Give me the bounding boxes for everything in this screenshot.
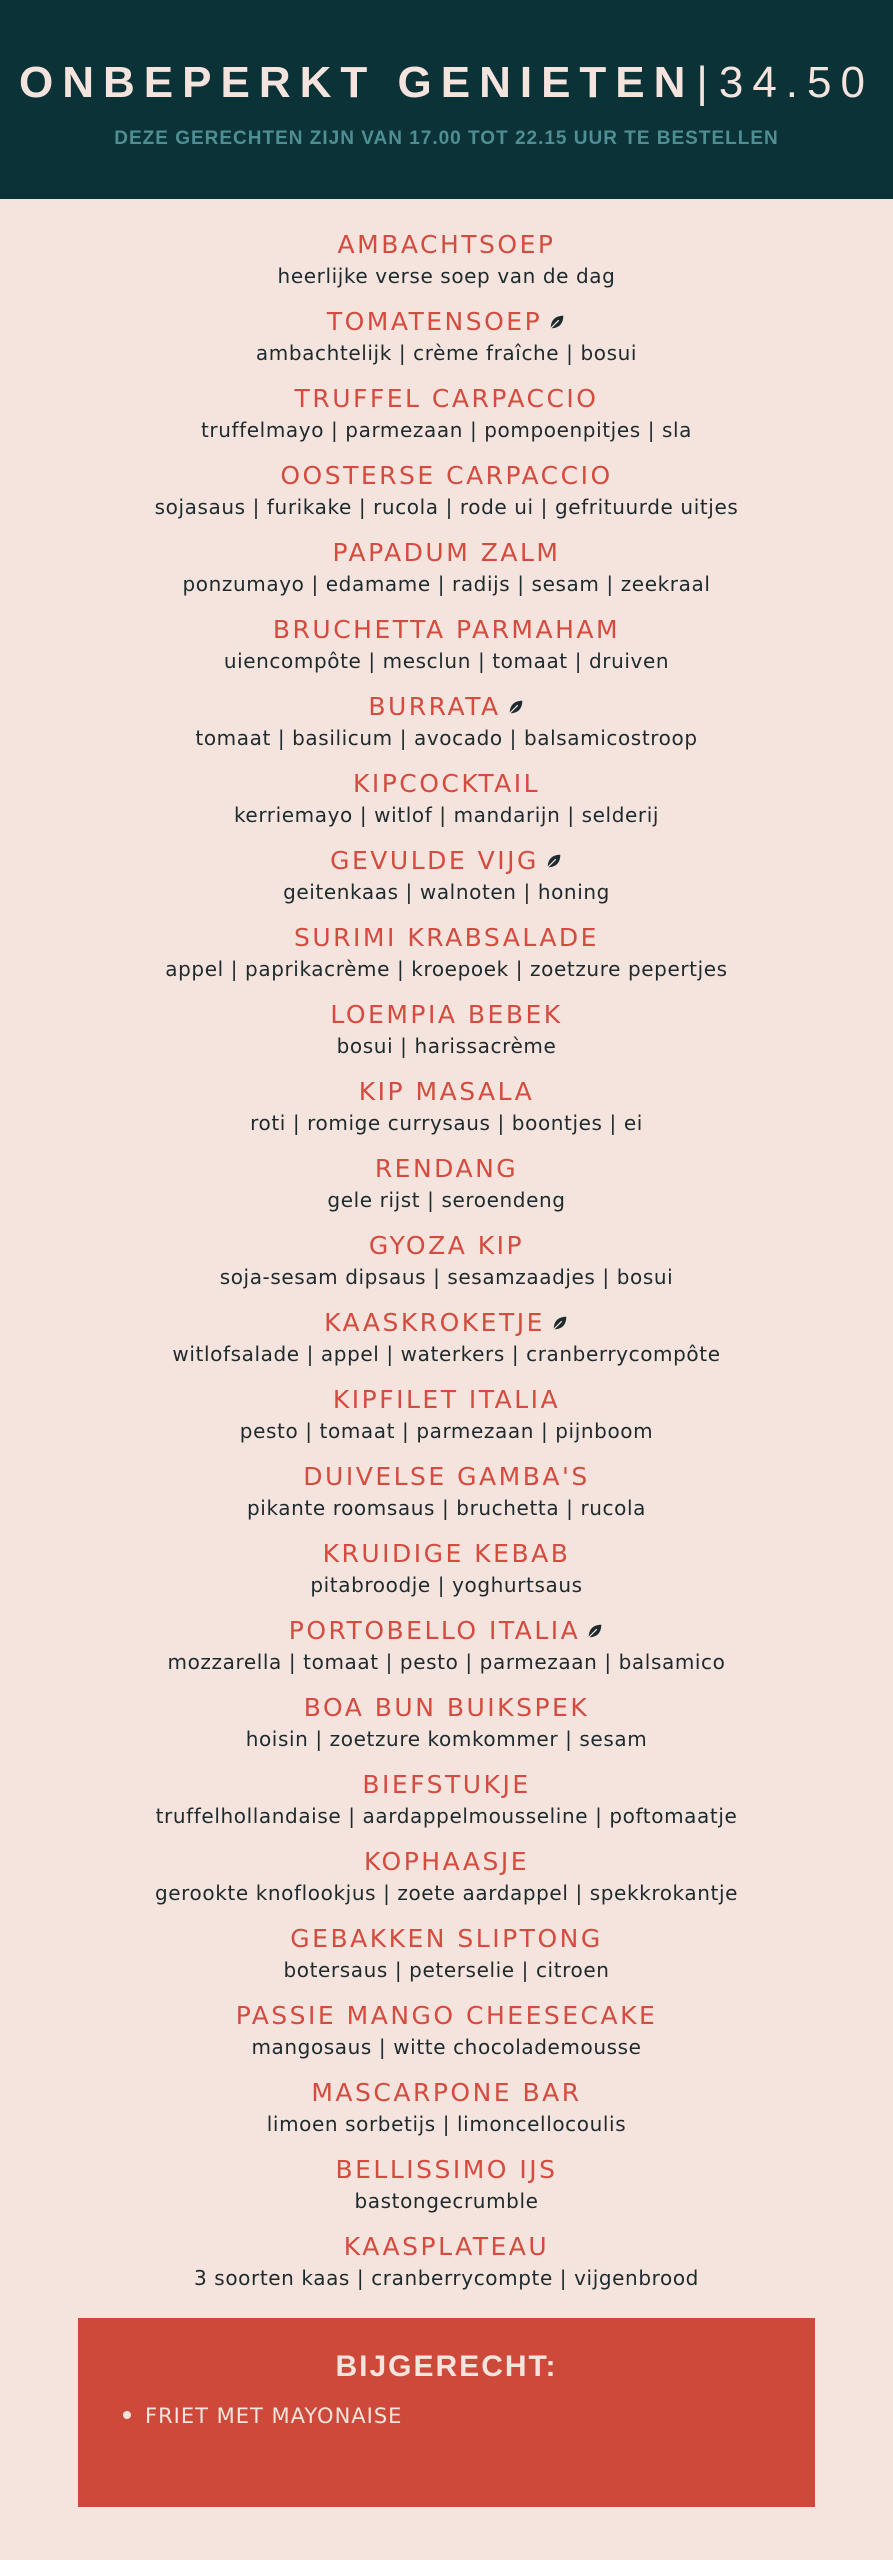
dish-name-text: KAASKROKETJE	[324, 1308, 545, 1337]
dish-name	[0, 305, 893, 339]
side-dish-item	[123, 2404, 402, 2428]
dish-name	[0, 613, 893, 647]
list-item	[0, 1691, 893, 1768]
dish-description: 3 soorten kaas | cranberrycompte | vijgenbrood	[194, 2266, 699, 2290]
dish-name-text: KIPCOCKTAIL	[352, 769, 541, 798]
side-dish-item-text: FRIET MET MAYONAISE	[145, 2404, 403, 2428]
list-item	[0, 1537, 893, 1614]
dish-name	[0, 2230, 893, 2264]
title-separator: |	[696, 58, 717, 107]
dish-description: heerlijke verse soep van de dag	[277, 264, 616, 288]
list-item	[0, 382, 893, 459]
list-item	[0, 767, 893, 844]
list-item	[0, 921, 893, 998]
dish-description: witlofsalade | appel | waterkers | cranberrycompôte	[172, 1342, 721, 1366]
dish-description: uiencompôte | mesclun | tomaat | druiven	[223, 649, 670, 673]
dish-name-text: KIP MASALA	[358, 1077, 535, 1106]
dish-name	[0, 382, 893, 416]
dish-name-text: BRUCHETTA PARMAHAM	[272, 615, 621, 644]
dish-name	[0, 1537, 893, 1571]
dish-name-text: OOSTERSE CARPACCIO	[280, 461, 613, 490]
dish-name-text: TRUFFEL CARPACCIO	[294, 384, 599, 413]
dish-name-text: GYOZA KIP	[368, 1231, 525, 1260]
dish-description: botersaus | peterselie | citroen	[283, 1958, 610, 1982]
dish-description: mozzarella | tomaat | pesto | parmezaan | balsamico	[167, 1650, 726, 1674]
dish-name	[0, 998, 893, 1032]
dish-name	[0, 536, 893, 570]
dish-description: truffelmayo | parmezaan | pompoenpitjes | sla	[200, 418, 693, 442]
dish-name-text: KRUIDIGE KEBAB	[322, 1539, 571, 1568]
list-item	[0, 844, 893, 921]
dish-name	[0, 2076, 893, 2110]
list-item	[0, 228, 893, 305]
dish-name	[0, 1152, 893, 1186]
bullet-icon	[123, 2411, 131, 2419]
header-banner	[0, 0, 893, 199]
dish-name	[0, 1922, 893, 1956]
list-item	[0, 1152, 893, 1229]
title-text: ONBEPERKT GENIETEN	[19, 58, 695, 107]
dish-name	[0, 1460, 893, 1494]
dish-description: soja-sesam dipsaus | sesamzaadjes | bosui	[219, 1265, 674, 1289]
list-item	[0, 1768, 893, 1845]
dish-name-text: KAASPLATEAU	[343, 2232, 550, 2261]
leaf-icon	[507, 691, 525, 709]
dish-description: gele rijst | seroendeng	[327, 1188, 566, 1212]
dish-name	[0, 228, 893, 262]
dish-name-text: PAPADUM ZALM	[332, 538, 561, 567]
list-item	[0, 1922, 893, 1999]
list-item	[0, 1614, 893, 1691]
dish-list	[0, 228, 893, 2307]
dish-name	[0, 459, 893, 493]
dish-description: ambachtelijk | crème fraîche | bosui	[255, 341, 638, 365]
list-item	[0, 690, 893, 767]
dish-name	[0, 690, 893, 724]
leaf-icon	[545, 845, 563, 863]
page-title	[0, 58, 893, 108]
dish-description: limoen sorbetijs | limoncellocoulis	[266, 2112, 627, 2136]
list-item	[0, 1306, 893, 1383]
dish-name	[0, 1075, 893, 1109]
leaf-icon	[586, 1615, 604, 1633]
dish-description: pesto | tomaat | parmezaan | pijnboom	[239, 1419, 654, 1443]
dish-name	[0, 1999, 893, 2033]
dish-name-text: BELLISSIMO IJS	[335, 2155, 558, 2184]
leaf-icon	[551, 1307, 569, 1325]
dish-name-text: GEBAKKEN SLIPTONG	[290, 1924, 603, 1953]
dish-name-text: MASCARPONE BAR	[311, 2078, 582, 2107]
dish-name	[0, 921, 893, 955]
dish-description: kerriemayo | witlof | mandarijn | selderij	[233, 803, 660, 827]
dish-name-text: PORTOBELLO ITALIA	[288, 1616, 581, 1645]
dish-name-text: KIPFILET ITALIA	[332, 1385, 561, 1414]
dish-description: pitabroodje | yoghurtsaus	[310, 1573, 583, 1597]
dish-name-text: BOA BUN BUIKSPEK	[303, 1693, 590, 1722]
dish-name-text: BIEFSTUKJE	[362, 1770, 531, 1799]
dish-description: roti | romige currysaus | boontjes | ei	[250, 1111, 643, 1135]
dish-name-text: TOMATENSOEP	[326, 307, 543, 336]
list-item	[0, 1999, 893, 2076]
dish-description: pikante roomsaus | bruchetta | rucola	[247, 1496, 646, 1520]
dish-name-text: KOPHAASJE	[363, 1847, 530, 1876]
price: 34.50	[718, 58, 874, 107]
dish-description: hoisin | zoetzure komkommer | sesam	[245, 1727, 648, 1751]
side-dish-list	[123, 2404, 402, 2428]
dish-name	[0, 2153, 893, 2187]
list-item	[0, 1845, 893, 1922]
dish-name-text: DUIVELSE GAMBA'S	[303, 1462, 590, 1491]
dish-name	[0, 767, 893, 801]
dish-description: gerookte knoflookjus | zoete aardappel | spekkrokantje	[154, 1881, 739, 1905]
dish-description: sojasaus | furikake | rucola | rode ui | gefrituurde uitjes	[154, 495, 739, 519]
dish-name	[0, 1306, 893, 1340]
list-item	[0, 2076, 893, 2153]
side-dish-box	[78, 2318, 815, 2507]
list-item	[0, 1460, 893, 1537]
list-item	[0, 1229, 893, 1306]
list-item	[0, 998, 893, 1075]
leaf-icon	[548, 306, 566, 324]
dish-name-text: SURIMI KRABSALADE	[294, 923, 599, 952]
side-dish-title: BIJGERECHT:	[335, 2350, 558, 2383]
dish-name	[0, 1768, 893, 1802]
dish-description: bosui | harissacrème	[336, 1034, 557, 1058]
dish-name	[0, 1691, 893, 1725]
dish-name	[0, 1383, 893, 1417]
dish-description: tomaat | basilicum | avocado | balsamicostroop	[195, 726, 698, 750]
dish-description: geitenkaas | walnoten | honing	[283, 880, 610, 904]
list-item	[0, 305, 893, 382]
dish-name-text: GEVULDE VIJG	[330, 846, 539, 875]
dish-name-text: PASSIE MANGO CHEESECAKE	[235, 2001, 658, 2030]
dish-description: mangosaus | witte chocolademousse	[251, 2035, 642, 2059]
list-item	[0, 2230, 893, 2307]
dish-name-text: BURRATA	[368, 692, 501, 721]
order-hours-subtitle: DEZE GERECHTEN ZIJN VAN 17.00 TOT 22.15 UUR TE BESTELLEN	[114, 128, 779, 149]
dish-description: appel | paprikacrème | kroepoek | zoetzure pepertjes	[165, 957, 728, 981]
dish-description: bastongecrumble	[354, 2189, 539, 2213]
list-item	[0, 536, 893, 613]
dish-name-text: AMBACHTSOEP	[337, 230, 556, 259]
list-item	[0, 1383, 893, 1460]
list-item	[0, 2153, 893, 2230]
dish-name-text: LOEMPIA BEBEK	[330, 1000, 563, 1029]
dish-name	[0, 844, 893, 878]
list-item	[0, 459, 893, 536]
list-item	[0, 613, 893, 690]
dish-name	[0, 1229, 893, 1263]
dish-name-text: RENDANG	[374, 1154, 519, 1183]
list-item	[0, 1075, 893, 1152]
dish-name	[0, 1614, 893, 1648]
dish-description: truffelhollandaise | aardappelmousseline | poftomaatje	[155, 1804, 738, 1828]
dish-description: ponzumayo | edamame | radijs | sesam | zeekraal	[182, 572, 711, 596]
dish-name	[0, 1845, 893, 1879]
